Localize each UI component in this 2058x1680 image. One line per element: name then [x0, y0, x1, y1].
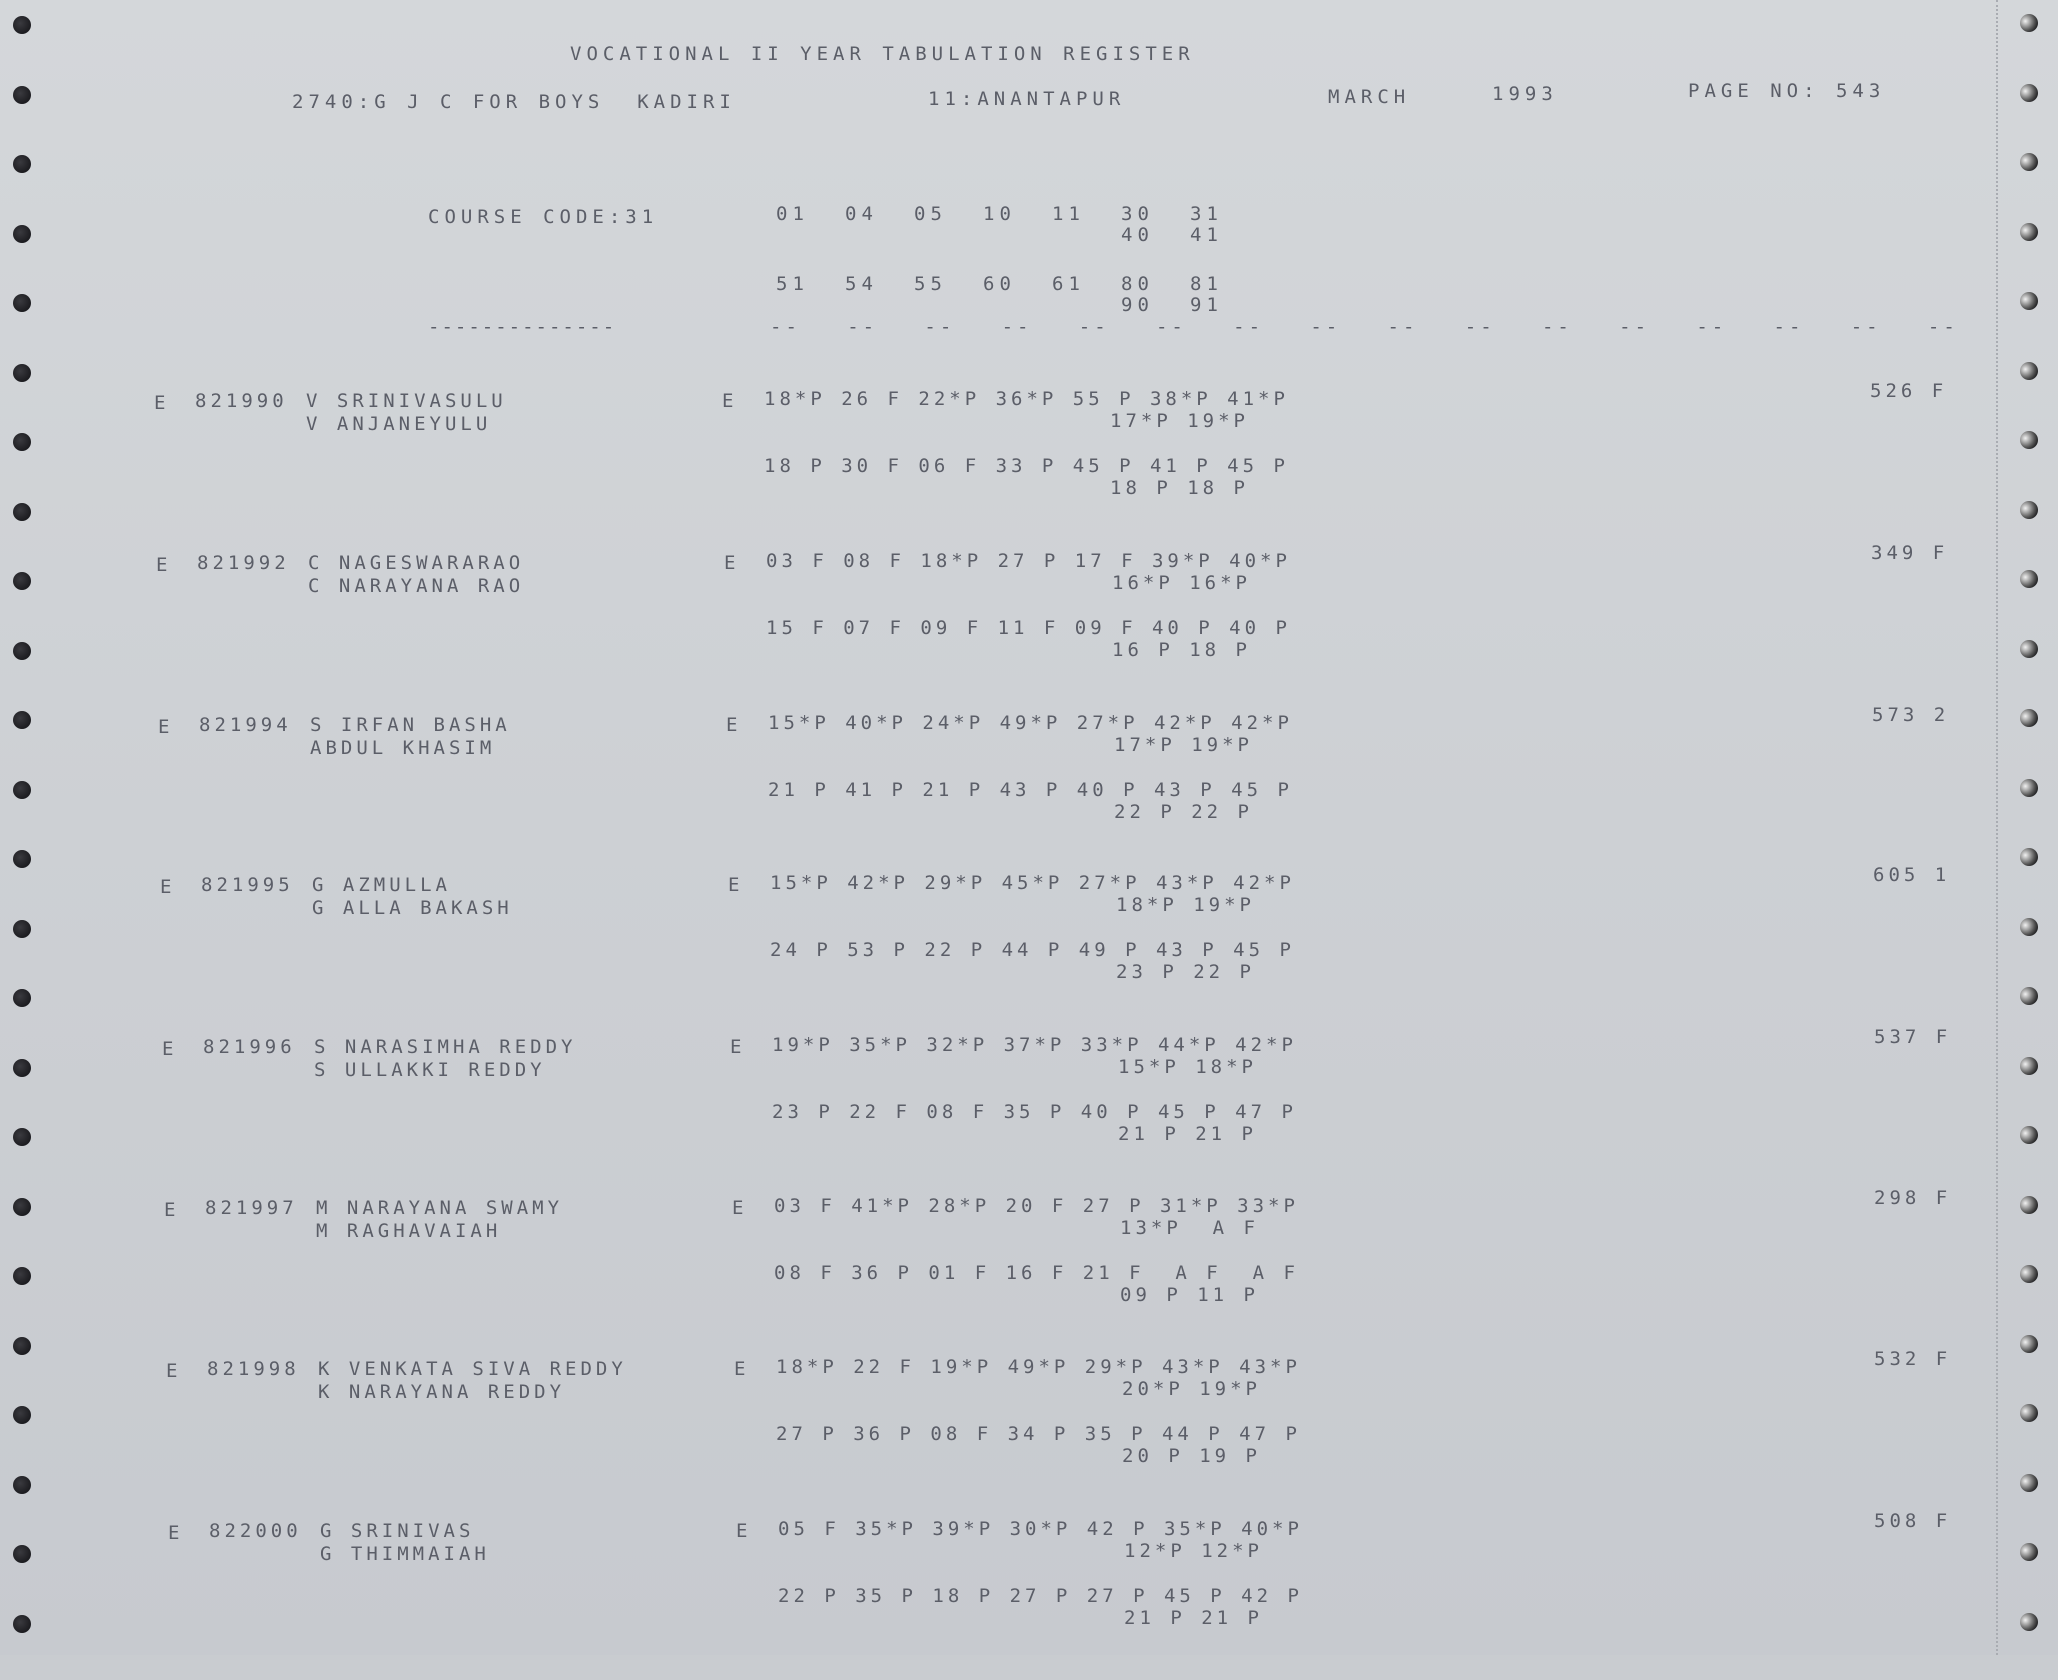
total-result: 537 F: [1874, 1026, 1952, 1048]
student-record: [0, 1348, 2058, 1518]
tractor-hole: [13, 86, 31, 104]
student-name: M NARAYANA SWAMY: [316, 1197, 564, 1219]
course-underline: --------------: [428, 316, 617, 338]
marks-line-2b: 18 P 18 P: [1110, 477, 1249, 499]
subject-code: 80: [1121, 273, 1154, 295]
father-name: G THIMMAIAH: [320, 1543, 490, 1565]
marks-line-1b: 15*P 18*P: [1118, 1056, 1257, 1078]
student-record: [0, 542, 2058, 712]
tractor-hole: [13, 294, 31, 312]
marks-line-2b: 20 P 19 P: [1122, 1445, 1261, 1467]
father-name: M RAGHAVAIAH: [316, 1220, 502, 1242]
student-name: G SRINIVAS: [320, 1520, 475, 1542]
exam-mark: E: [726, 714, 742, 736]
tractor-hole: [13, 225, 31, 243]
course-code: COURSE CODE:31: [428, 206, 659, 228]
marks-line-2: 22 P 35 P 18 P 27 P 27 P 45 P 42 P: [778, 1585, 1303, 1607]
subject-code: 11: [1052, 203, 1085, 225]
register-number: 821994: [199, 714, 292, 736]
student-record: [0, 1026, 2058, 1196]
exam-mark: E: [734, 1358, 750, 1380]
subject-code: 10: [983, 203, 1016, 225]
marks-line-2: 18 P 30 F 06 F 33 P 45 P 41 P 45 P: [764, 455, 1289, 477]
student-name: C NAGESWARARAO: [308, 552, 525, 574]
father-name: G ALLA BAKASH: [312, 897, 513, 919]
student-record: [0, 704, 2058, 874]
subject-code: 54: [845, 273, 878, 295]
total-result: 573 2: [1872, 704, 1950, 726]
tractor-hole: [2020, 292, 2038, 310]
subject-code: 55: [914, 273, 947, 295]
tractor-hole: [2020, 84, 2038, 102]
student-name: G AZMULLA: [312, 874, 451, 896]
tractor-hole: [13, 155, 31, 173]
tractor-hole: [2020, 362, 2038, 380]
district-name: 11:ANANTAPUR: [928, 88, 1126, 110]
college-name: 2740:G J C FOR BOYS KADIRI: [292, 91, 736, 113]
exam-month: MARCH: [1328, 86, 1411, 108]
subject-code: 60: [983, 273, 1016, 295]
tractor-hole: [2020, 223, 2038, 241]
marks-line-1: 03 F 41*P 28*P 20 F 27 P 31*P 33*P: [774, 1195, 1299, 1217]
tractor-hole: [2020, 153, 2038, 171]
register-number: 821990: [195, 390, 288, 412]
marks-line-2b: 09 P 11 P: [1120, 1284, 1259, 1306]
subject-code: 01: [776, 203, 809, 225]
marks-line-2b: 21 P 21 P: [1118, 1123, 1257, 1145]
register-number: 821995: [201, 874, 294, 896]
marks-line-2b: 23 P 22 P: [1116, 961, 1255, 983]
exam-flag: E: [164, 1199, 180, 1221]
total-result: 349 F: [1871, 542, 1949, 564]
tractor-hole: [2020, 14, 2038, 32]
marks-line-2: 21 P 41 P 21 P 43 P 40 P 43 P 45 P: [768, 779, 1293, 801]
marks-line-1: 05 F 35*P 39*P 30*P 42 P 35*P 40*P: [778, 1518, 1303, 1540]
student-record: [0, 864, 2058, 1034]
page-number: PAGE NO: 543: [1688, 80, 1886, 102]
exam-year: 1993: [1492, 83, 1558, 105]
exam-mark: E: [724, 552, 740, 574]
father-name: S ULLAKKI REDDY: [314, 1059, 546, 1081]
marks-line-1: 15*P 42*P 29*P 45*P 27*P 43*P 42*P: [770, 872, 1295, 894]
exam-flag: E: [166, 1360, 182, 1382]
subject-code: 40: [1121, 224, 1154, 246]
subject-code: 05: [914, 203, 947, 225]
exam-flag: E: [156, 554, 172, 576]
register-number: 821996: [203, 1036, 296, 1058]
subject-code: 91: [1190, 294, 1223, 316]
exam-flag: E: [154, 392, 170, 414]
student-record: [0, 1187, 2058, 1357]
column-dashes: -- -- -- -- -- -- -- -- -- -- -- -- -- -- -- --: [770, 316, 1959, 338]
marks-line-1: 18*P 26 F 22*P 36*P 55 P 38*P 41*P: [764, 388, 1289, 410]
father-name: ABDUL KHASIM: [310, 737, 496, 759]
marks-line-2: 15 F 07 F 09 F 11 F 09 F 40 P 40 P: [766, 617, 1291, 639]
marks-line-1: 19*P 35*P 32*P 37*P 33*P 44*P 42*P: [772, 1034, 1297, 1056]
total-result: 605 1: [1873, 864, 1951, 886]
exam-flag: E: [160, 876, 176, 898]
subject-code: 61: [1052, 273, 1085, 295]
student-name: S IRFAN BASHA: [310, 714, 511, 736]
marks-line-1: 03 F 08 F 18*P 27 P 17 F 39*P 40*P: [766, 550, 1291, 572]
tractor-hole: [13, 16, 31, 34]
total-result: 508 F: [1874, 1510, 1952, 1532]
marks-line-1b: 17*P 19*P: [1110, 410, 1249, 432]
marks-line-1b: 18*P 19*P: [1116, 894, 1255, 916]
marks-line-2: 08 F 36 P 01 F 16 F 21 F A F A F: [774, 1262, 1299, 1284]
marks-line-1: 18*P 22 F 19*P 49*P 29*P 43*P 43*P: [776, 1356, 1301, 1378]
register-number: 821998: [207, 1358, 300, 1380]
subject-code: 90: [1121, 294, 1154, 316]
total-result: 298 F: [1874, 1187, 1952, 1209]
marks-line-2: 27 P 36 P 08 F 34 P 35 P 44 P 47 P: [776, 1423, 1301, 1445]
father-name: V ANJANEYULU: [306, 413, 492, 435]
exam-flag: E: [158, 716, 174, 738]
marks-line-1b: 17*P 19*P: [1114, 734, 1253, 756]
marks-line-2b: 16 P 18 P: [1112, 639, 1251, 661]
subject-code: 04: [845, 203, 878, 225]
exam-mark: E: [728, 874, 744, 896]
student-name: K VENKATA SIVA REDDY: [318, 1358, 627, 1380]
register-title: VOCATIONAL II YEAR TABULATION REGISTER: [570, 43, 1195, 65]
student-record: [0, 380, 2058, 550]
marks-line-2b: 22 P 22 P: [1114, 801, 1253, 823]
marks-line-1: 15*P 40*P 24*P 49*P 27*P 42*P 42*P: [768, 712, 1293, 734]
register-number: 821997: [205, 1197, 298, 1219]
exam-mark: E: [730, 1036, 746, 1058]
exam-mark: E: [732, 1197, 748, 1219]
subject-code: 81: [1190, 273, 1223, 295]
exam-flag: E: [162, 1038, 178, 1060]
student-name: S NARASIMHA REDDY: [314, 1036, 577, 1058]
father-name: K NARAYANA REDDY: [318, 1381, 566, 1403]
subject-code: 41: [1190, 224, 1223, 246]
exam-flag: E: [168, 1522, 184, 1544]
marks-line-1b: 13*P A F: [1120, 1217, 1259, 1239]
marks-line-2b: 21 P 21 P: [1124, 1607, 1263, 1629]
exam-mark: E: [736, 1520, 752, 1542]
marks-line-1b: 16*P 16*P: [1112, 572, 1251, 594]
exam-mark: E: [722, 390, 738, 412]
register-number: 822000: [209, 1520, 302, 1542]
register-number: 821992: [197, 552, 290, 574]
marks-line-1b: 20*P 19*P: [1122, 1378, 1261, 1400]
student-name: V SRINIVASULU: [306, 390, 507, 412]
subject-code: 30: [1121, 203, 1154, 225]
total-result: 526 F: [1870, 380, 1948, 402]
subject-code: 51: [776, 273, 809, 295]
marks-line-2: 23 P 22 F 08 F 35 P 40 P 45 P 47 P: [772, 1101, 1297, 1123]
tractor-hole: [13, 364, 31, 382]
subject-code: 31: [1190, 203, 1223, 225]
father-name: C NARAYANA RAO: [308, 575, 525, 597]
student-record: [0, 1510, 2058, 1680]
marks-line-2: 24 P 53 P 22 P 44 P 49 P 43 P 45 P: [770, 939, 1295, 961]
marks-line-1b: 12*P 12*P: [1124, 1540, 1263, 1562]
total-result: 532 F: [1874, 1348, 1952, 1370]
